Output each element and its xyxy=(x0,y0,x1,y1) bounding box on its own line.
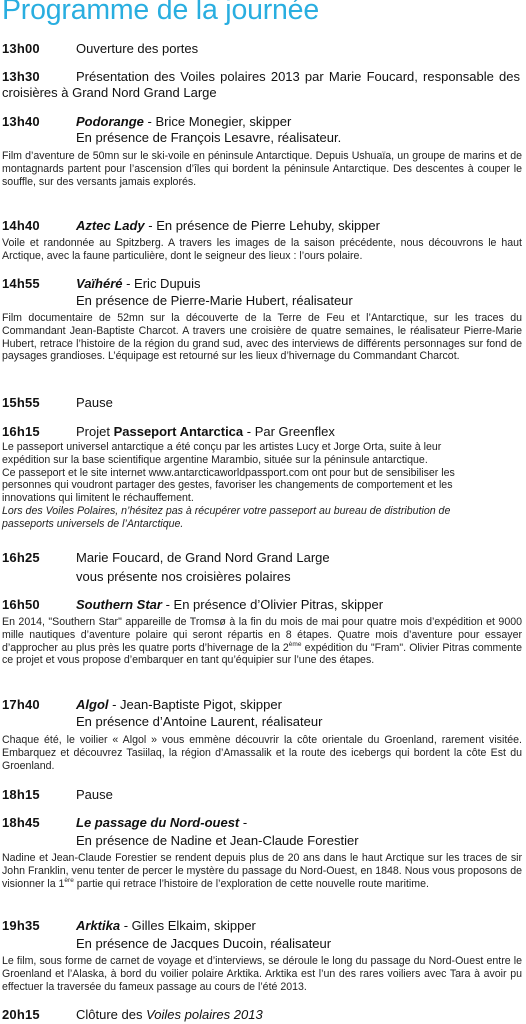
item-time: 13h40 xyxy=(2,114,40,129)
film-title: Southern Star xyxy=(76,597,162,612)
item-title xyxy=(76,114,520,130)
item-description: Film documentaire de 52mn sur la découverte de la Terre de Feu et l’Antarctique, sur les traces du Commandant Jean-Baptiste Charcot. A travers une croisière de quatre semaines, le réalisateur Pierre-Marie Hubert, retrace l’histoire de la région du grand sud, avec des interviews de différents personnages sur fond de paysages grandioses. L’équipage est retourné sur les lieux d’hivernage du Commandant Charcot. xyxy=(2,312,522,363)
item-time: 14h55 xyxy=(2,276,40,291)
item-title xyxy=(76,815,520,831)
item-presence: En présence d’Antoine Laurent, réalisateur xyxy=(76,714,323,729)
item-time: 17h40 xyxy=(2,697,40,712)
item-presence: En présence de Nadine et Jean-Claude Forestier xyxy=(76,833,359,848)
item-time: 18h15 xyxy=(2,787,40,802)
description-text: partie qui retrace l’histoire de l’exploration de cette nouvelle route maritime. xyxy=(73,877,429,890)
project-title: Passeport Antarctica xyxy=(113,424,244,439)
item-prefix: Clôture des xyxy=(76,1007,147,1022)
item-time: 16h25 xyxy=(2,550,40,565)
item-title: Pause xyxy=(76,395,113,410)
item-prefix: Projet xyxy=(76,424,114,439)
item-credit: - Gilles Elkaim, skipper xyxy=(120,918,256,933)
ordinal-suffix: ème xyxy=(288,640,302,648)
page-title: Programme de la journée xyxy=(2,0,319,26)
film-title: Podorange xyxy=(76,114,144,129)
item-description: Voile et randonnée au Spitzberg. A travers les images de la saison précédente, nous découvrons le haut Arctique, avec la faune particulière, dont le seigneur des lieux : l’ours polaire. xyxy=(2,237,522,262)
item-title xyxy=(76,276,520,292)
item-time: 13h00 xyxy=(2,41,40,56)
description-text: expédition du "Fram". Olivier Pitras commente ce projet et vous propose d’embarquer en tant qu’équipier sur l’une des étapes. xyxy=(2,641,522,667)
item-credit: - xyxy=(239,815,248,830)
description-line: personnes qui voudront partager des gestes, favoriser les changements de comportement et les xyxy=(2,479,453,492)
film-title: Arktika xyxy=(76,918,121,933)
item-time: 19h35 xyxy=(2,918,40,933)
description-line: Le passeport universel antarctique a été conçu par les artistes Lucy et Jorge Orta, suite à leur xyxy=(2,441,442,453)
film-title: Vaïhéré xyxy=(76,276,123,291)
item-time: 20h15 xyxy=(2,1007,40,1022)
item-credit: - Jean-Baptiste Pigot, skipper xyxy=(108,697,282,712)
item-credit: - Eric Dupuis xyxy=(122,276,201,291)
item-time: 18h45 xyxy=(2,815,40,830)
item-time: 15h55 xyxy=(2,395,40,410)
item-credit: - Par Greenflex xyxy=(243,424,335,439)
item-time: 16h15 xyxy=(2,424,40,439)
description-line: expédition sur la base scientifique argentine Marambio, située sur la péninsule antarctique. xyxy=(2,453,428,466)
item-description: Chaque été, le voilier « Algol » vous emmène découvrir la côte orientale du Groenland, rarement visitée. Embarquez et découvrez Tasiilaq, la région d’Amassalik et la route des icebergs qui bordent la côte Est du Groenland. xyxy=(2,734,522,772)
item-description xyxy=(2,616,522,667)
description-line: innovations qui limitent le réchauffement. xyxy=(2,492,194,505)
item-title: Marie Foucard, de Grand Nord Grand Large xyxy=(76,550,330,565)
item-subtitle: vous présente nos croisières polaires xyxy=(76,569,291,584)
description-line: Ce passeport et le site internet www.antarcticaworldpassport.com ont pour but de sensibiliser les xyxy=(2,466,455,479)
item-time: 14h40 xyxy=(2,218,40,233)
film-title: Le passage du Nord-ouest xyxy=(76,815,240,830)
item-credit: - Brice Monegier, skipper xyxy=(143,114,292,129)
item-description: Film d’aventure de 50mn sur le ski-voile en péninsule Antarctique. Depuis Ushuaïa, un groupe de marins et de montagnards partent pour l’ascension d’îles qui bordent la péninsule Antarctique. Des descentes à couper le souffle, sur des versants jamais explorés. xyxy=(2,150,522,188)
item-credit: - En présence d’Olivier Pitras, skipper xyxy=(161,597,384,612)
item-title: Ouverture des portes xyxy=(76,41,199,56)
description-note: passeports universels de l’Antarctique. xyxy=(2,517,184,530)
item-credit: - En présence de Pierre Lehuby, skipper xyxy=(144,218,380,233)
item-description xyxy=(2,441,522,531)
item-time: 13h30 xyxy=(2,69,40,84)
item-title xyxy=(76,218,520,234)
item-time: 16h50 xyxy=(2,597,40,612)
item-title: Présentation des Voiles polaires 2013 par Marie Foucard, responsable des croisières à Grand Nord Grand Large xyxy=(2,69,520,100)
ordinal-suffix: ère xyxy=(64,876,74,884)
item-title xyxy=(76,918,520,934)
film-title: Aztec Lady xyxy=(76,218,145,233)
item-description xyxy=(2,852,522,890)
item-presence: En présence de Jacques Ducoin, réalisateur xyxy=(76,936,332,951)
item-title xyxy=(76,424,520,440)
item-presence: En présence de François Lesavre, réalisateur. xyxy=(76,130,342,145)
film-title: Algol xyxy=(76,697,109,712)
description-text: Nadine et Jean-Claude Forestier se rendent depuis plus de 20 ans dans le haut Arctique sur les traces de sir John Franklin, venu tenter de percer le mystère du passage du Nord-Ouest, en 1848. Nous vous proposons de visionner la 1 xyxy=(2,852,522,890)
item-presence: En présence de Pierre-Marie Hubert, réalisateur xyxy=(76,293,353,308)
item-title: Pause xyxy=(76,787,113,802)
item-description: Le film, sous forme de carnet de voyage et d’interviews, se déroule le long du passage du Nord-Ouest entre le Groenland et l’Alaska, à bord du voilier polaire Arktika. Arktika est l’un des rares voiliers avec Tara à avoir pu effectuer la traversée du fameux passage au cours de l’été 2013. xyxy=(2,955,522,993)
item-title xyxy=(76,697,520,713)
description-text: En 2014, "Southern Star" appareille de Tromsø à la fin du mois de mai pour quatre mois d’expédition et 9000 mille nautiques d’aventure polaire qui seront répartis en 8 étapes. Quatre mois d’aventure pour essayer d’approcher au plus près les quatre ports d’hivernage de la 2 xyxy=(2,616,522,654)
event-name: Voiles polaires 2013 xyxy=(146,1007,263,1022)
item-title xyxy=(76,597,520,613)
description-note: Lors des Voiles Polaires, n’hésitez pas à récupérer votre passeport au bureau de distribution de xyxy=(2,504,451,517)
item-title xyxy=(76,1007,520,1023)
